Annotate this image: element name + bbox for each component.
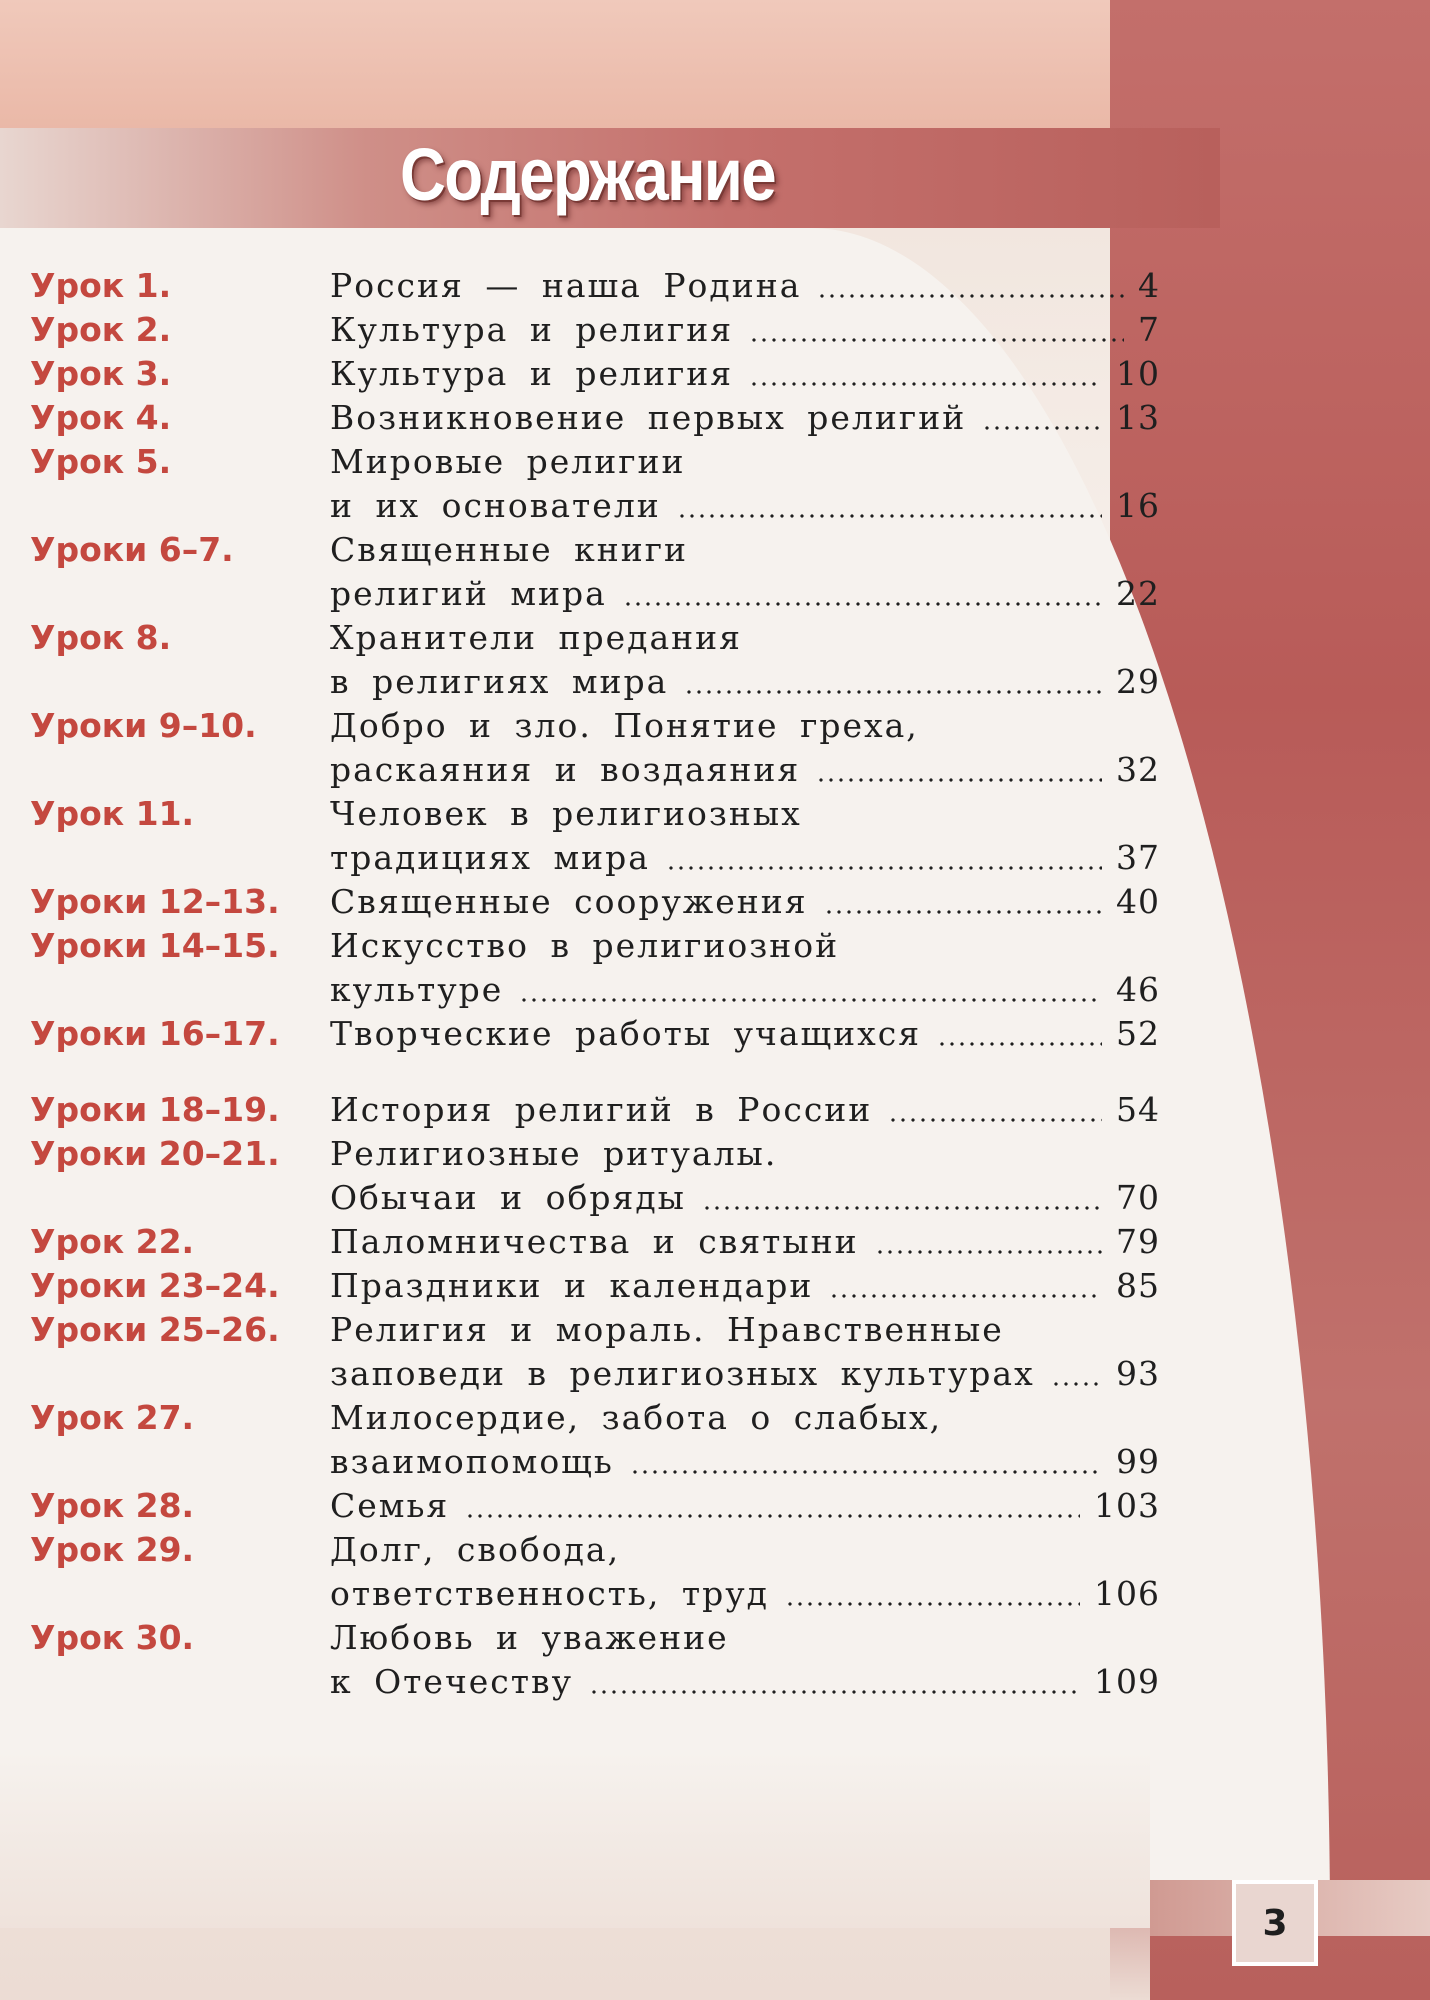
page-title: Содержание [400, 133, 775, 216]
toc-line [330, 704, 1160, 748]
toc-line [330, 1088, 1160, 1132]
toc-title: ответственность, труд [330, 1574, 769, 1613]
toc-entry [0, 1012, 1160, 1056]
toc-title: Священные книги [330, 530, 689, 569]
dot-leader [875, 1250, 1102, 1254]
toc-page-number: 106 [1094, 1574, 1160, 1613]
toc-line [330, 1660, 1160, 1704]
toc-title: Обычаи и обряды [330, 1178, 686, 1217]
toc-entry [0, 1616, 1160, 1704]
lesson-label: Уроки 25–26. [30, 1310, 280, 1349]
toc-entry [0, 1484, 1160, 1528]
toc-page-number: 29 [1116, 662, 1160, 701]
toc-title: раскаяния и воздаяния [330, 750, 801, 789]
toc-page-number: 52 [1116, 1014, 1160, 1053]
dot-leader [630, 1470, 1102, 1474]
dot-leader [829, 1294, 1102, 1298]
lesson-label: Урок 1. [30, 266, 172, 305]
toc-entry [0, 440, 1160, 528]
toc-line [330, 308, 1160, 352]
dot-leader [519, 998, 1102, 1002]
toc-entry [0, 1132, 1160, 1220]
lesson-label: Урок 27. [30, 1398, 195, 1437]
toc-page-number: 32 [1116, 750, 1160, 789]
toc-title: Священные сооружения [330, 882, 808, 921]
toc-page-number: 70 [1116, 1178, 1160, 1217]
dot-leader [623, 602, 1102, 606]
toc-page-number: 99 [1116, 1442, 1160, 1481]
toc-page-number: 103 [1094, 1486, 1160, 1525]
lesson-label: Уроки 20–21. [30, 1134, 280, 1173]
toc-title: Религия и мораль. Нравственные [330, 1310, 1004, 1349]
lesson-label: Уроки 16–17. [30, 1014, 280, 1053]
lesson-label: Урок 4. [30, 398, 172, 437]
dot-leader [465, 1514, 1080, 1518]
table-of-contents [0, 264, 1160, 1714]
dot-leader [982, 426, 1102, 430]
toc-page-number: 85 [1116, 1266, 1160, 1305]
lesson-label: Уроки 9–10. [30, 706, 257, 745]
toc-line [330, 1012, 1160, 1056]
dot-leader [785, 1602, 1080, 1606]
lesson-label: Урок 30. [30, 1618, 195, 1657]
toc-page-number: 79 [1116, 1222, 1160, 1261]
toc-line [330, 1616, 1160, 1660]
toc-line [330, 792, 1160, 836]
toc-title: заповеди в религиозных культурах [330, 1354, 1035, 1393]
toc-page-number: 93 [1116, 1354, 1160, 1393]
toc-page-number: 54 [1116, 1090, 1160, 1129]
lesson-label: Уроки 6–7. [30, 530, 234, 569]
dot-leader [816, 778, 1102, 782]
toc-entry [0, 1220, 1160, 1264]
toc-entry [0, 1264, 1160, 1308]
toc-title: в религиях мира [330, 662, 669, 701]
toc-line [330, 924, 1160, 968]
toc-entry [0, 704, 1160, 792]
toc-page-number: 10 [1116, 354, 1160, 393]
toc-line [330, 880, 1160, 924]
toc-title: Мировые религии [330, 442, 686, 481]
toc-line [330, 1220, 1160, 1264]
toc-title: Семья [330, 1486, 450, 1525]
toc-line [330, 528, 1160, 572]
dot-leader [1051, 1382, 1102, 1386]
toc-entry [0, 616, 1160, 704]
toc-page-number: 37 [1116, 838, 1160, 877]
toc-entry [0, 308, 1160, 352]
toc-line [330, 1484, 1160, 1528]
toc-title: Россия — наша Родина [330, 266, 802, 305]
toc-title: Творческие работы учащихся [330, 1014, 922, 1053]
bottom-ornament [0, 1750, 1150, 2000]
toc-line [330, 1308, 1160, 1352]
lesson-label: Урок 2. [30, 310, 172, 349]
toc-title: и их основатели [330, 486, 661, 525]
toc-page-number: 22 [1116, 574, 1160, 613]
toc-title: Праздники и календари [330, 1266, 814, 1305]
lesson-label: Уроки 14–15. [30, 926, 280, 965]
lesson-label: Уроки 12–13. [30, 882, 280, 921]
toc-line [330, 1352, 1160, 1396]
toc-page-number: 40 [1116, 882, 1160, 921]
toc-entry [0, 528, 1160, 616]
dot-leader [666, 866, 1102, 870]
toc-page-number: 7 [1138, 310, 1160, 349]
toc-entry [0, 1396, 1160, 1484]
lesson-label: Урок 28. [30, 1486, 195, 1525]
toc-page-number: 46 [1116, 970, 1160, 1009]
toc-title: Возникновение первых религий [330, 398, 967, 437]
toc-page-number: 16 [1116, 486, 1160, 525]
toc-title: Милосердие, забота о слабых, [330, 1398, 943, 1437]
toc-page-number: 109 [1094, 1662, 1160, 1701]
toc-title: к Отечеству [330, 1662, 574, 1701]
lesson-label: Урок 3. [30, 354, 172, 393]
toc-line [330, 1176, 1160, 1220]
toc-title: взаимопомощь [330, 1442, 614, 1481]
toc-entry [0, 924, 1160, 1012]
toc-line [330, 660, 1160, 704]
lesson-label: Урок 11. [30, 794, 195, 833]
toc-title: Хранители предания [330, 618, 742, 657]
dot-leader [888, 1118, 1102, 1122]
toc-line [330, 1132, 1160, 1176]
toc-entry [0, 396, 1160, 440]
toc-line [330, 484, 1160, 528]
toc-entry [0, 264, 1160, 308]
toc-line [330, 1528, 1160, 1572]
toc-page-number: 4 [1138, 266, 1160, 305]
toc-title: Долг, свобода, [330, 1530, 621, 1569]
dot-leader [589, 1690, 1080, 1694]
toc-entry [0, 792, 1160, 880]
toc-line [330, 1440, 1160, 1484]
toc-title: Религиозные ритуалы. [330, 1134, 778, 1173]
dot-leader [702, 1206, 1102, 1210]
toc-line [330, 1396, 1160, 1440]
toc-title: религий мира [330, 574, 607, 613]
toc-entry [0, 352, 1160, 396]
toc-line [330, 396, 1160, 440]
toc-title: Паломничества и святыни [330, 1222, 859, 1261]
toc-title: традициях мира [330, 838, 650, 877]
toc-line [330, 440, 1160, 484]
toc-line [330, 836, 1160, 880]
toc-line [330, 968, 1160, 1012]
toc-entry [0, 1308, 1160, 1396]
toc-title: Любовь и уважение [330, 1618, 729, 1657]
toc-title: культуре [330, 970, 504, 1009]
lesson-label: Уроки 18–19. [30, 1090, 280, 1129]
dot-leader [749, 338, 1124, 342]
toc-entry [0, 1088, 1160, 1132]
lesson-label: Уроки 23–24. [30, 1266, 280, 1305]
toc-title: Искусство в религиозной [330, 926, 840, 965]
toc-line [330, 1264, 1160, 1308]
dot-leader [749, 382, 1102, 386]
page-number: 3 [1262, 1902, 1288, 1944]
toc-line [330, 572, 1160, 616]
dot-leader [677, 514, 1102, 518]
toc-title: Культура и религия [330, 310, 734, 349]
toc-entry [0, 1528, 1160, 1616]
toc-page-number: 13 [1116, 398, 1160, 437]
lesson-label: Урок 8. [30, 618, 172, 657]
dot-leader [817, 294, 1124, 298]
toc-title: Культура и религия [330, 354, 734, 393]
page-number-box [1232, 1880, 1318, 1966]
toc-title: Человек в религиозных [330, 794, 802, 833]
lesson-label: Урок 22. [30, 1222, 195, 1261]
dot-leader [684, 690, 1102, 694]
toc-line [330, 264, 1160, 308]
toc-line [330, 616, 1160, 660]
toc-line [330, 352, 1160, 396]
dot-leader [937, 1042, 1102, 1046]
toc-entry [0, 880, 1160, 924]
toc-line [330, 1572, 1160, 1616]
lesson-label: Урок 5. [30, 442, 172, 481]
lesson-label: Урок 29. [30, 1530, 195, 1569]
toc-title: Добро и зло. Понятие греха, [330, 706, 919, 745]
toc-line [330, 748, 1160, 792]
dot-leader [824, 910, 1102, 914]
toc-title: История религий в России [330, 1090, 873, 1129]
